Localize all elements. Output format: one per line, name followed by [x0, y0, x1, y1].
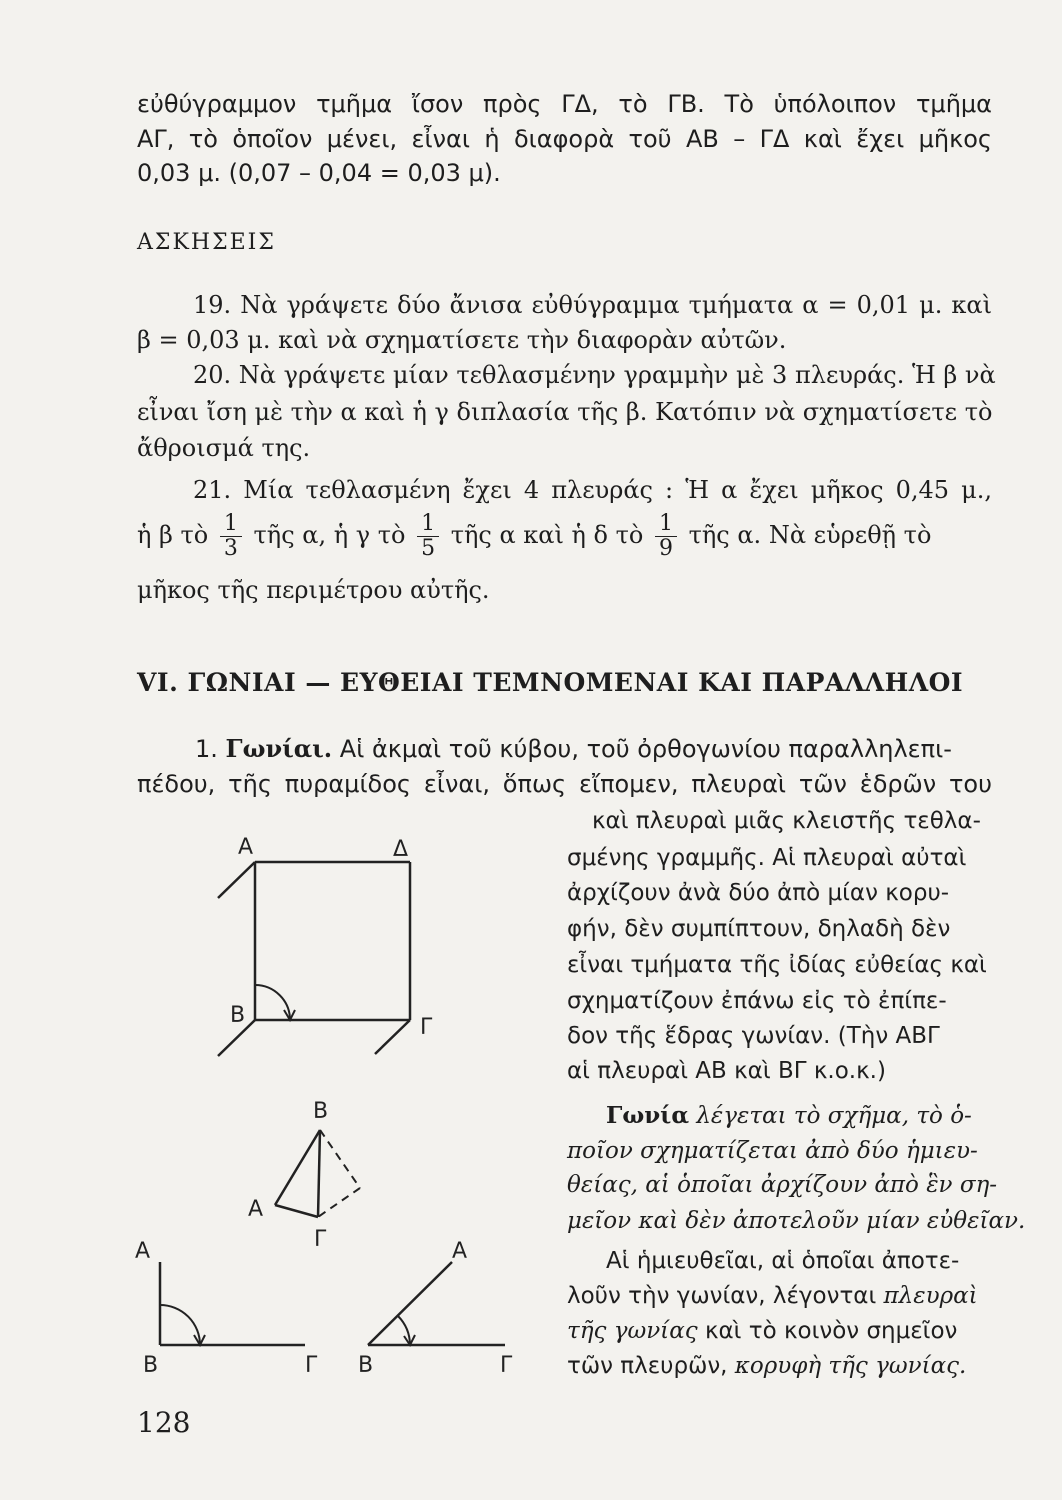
exercise-20-line-2: εἶναι ἴση μὲ τὴν α καὶ ἡ γ διπλασία τῆς β. Κατόπιν νὰ σχηματίσετε τὸ	[137, 398, 993, 426]
exercise-21-line-1: 21. Μία τεθλασμένη ἔχει 4 πλευράς : Ἡ α ἔχει μῆκος 0,45 μ.,	[193, 476, 992, 504]
pyramid-edge-ba	[275, 1130, 320, 1205]
term-vertex: κορυφὴ τῆς γωνίας.	[734, 1353, 967, 1379]
acute-angle-figure	[368, 1262, 505, 1345]
right-angle-arc	[160, 1305, 200, 1345]
term-of-angle: τῆς γωνίας	[567, 1318, 698, 1344]
exercise-19-line-2: β = 0,03 μ. καὶ νὰ σχηματίσετε τὴν διαφορὰν αὐτῶν.	[137, 326, 787, 354]
exercise-21-line-3: μῆκος τῆς περιμέτρου αὐτῆς.	[137, 576, 490, 604]
cube-edge-back-a	[218, 862, 255, 898]
ex21-part-a: ἡ β τὸ	[137, 521, 209, 549]
paragraph-1-right-line-2: σμένης γραμμῆς. Αἱ πλευραὶ αὐταὶ	[567, 845, 967, 871]
acute-angle-side-ba	[368, 1262, 452, 1345]
paragraph-1-bold-term: Γωνίαι.	[225, 734, 333, 763]
right-angle-label-a: Α	[135, 1239, 151, 1264]
fraction-2-denominator: 5	[421, 536, 436, 561]
paragraph-1-right-line-5: εἶναι τμήματα τῆς ἰδίας εὐθείας καὶ	[567, 952, 987, 978]
intro-line-3: 0,03 μ. (0,07 – 0,04 = 0,03 μ).	[137, 159, 501, 187]
ex21-part-b: τῆς α, ἡ γ τὸ	[253, 521, 406, 549]
pyramid-hidden-edge-1	[320, 1130, 360, 1188]
fraction-2-numerator: 1	[417, 512, 439, 537]
acute-angle-label-a: Α	[452, 1239, 468, 1264]
intro-line-2: ΑΓ, τὸ ὁποῖον μένει, εἶναι ἡ διαφορὰ τοῦ ΑΒ – ΓΔ καὶ ἔχει μῆκος	[137, 125, 992, 153]
cube-label-a: Α	[238, 835, 254, 860]
paragraph-2-line-1: Αἱ ἡμιευθεῖαι, αἱ ὁποῖαι ἀποτε-	[606, 1248, 960, 1274]
definition-line-1-text: λέγεται τὸ σχῆμα, τὸ ὁ-	[696, 1103, 972, 1129]
right-angle-figure	[160, 1262, 305, 1345]
right-angle-label-b: Β	[143, 1353, 159, 1378]
paragraph-1-right-line-8: αἱ πλευραὶ ΑΒ καὶ ΒΓ κ.ο.κ.)	[567, 1058, 886, 1084]
paragraph-1-right-line-3: ἀρχίζουν ἀνὰ δύο ἀπὸ μίαν κορυ-	[567, 880, 950, 906]
paragraph-2-line-2-text: λοῦν τὴν γωνίαν, λέγονται	[567, 1283, 877, 1309]
acute-angle-label-g: Γ	[500, 1353, 513, 1378]
cube-label-d: Δ	[393, 837, 409, 862]
paragraph-2-line-3-text: καὶ τὸ κοινὸν σημεῖον	[704, 1318, 958, 1344]
cube-label-b: Β	[230, 1003, 246, 1028]
paragraph-2-line-4-text: τῶν πλευρῶν,	[567, 1353, 728, 1379]
paragraph-1-line-2: πέδου, τῆς πυραμίδος εἶναι, ὅπως εἴπομεν, πλευραὶ τῶν ἑδρῶν του	[137, 770, 992, 798]
exercises-heading: ΑΣΚΗΣΕΙΣ	[137, 230, 276, 255]
pyramid-edge-bg	[318, 1130, 320, 1217]
pyramid-edge-ag	[275, 1205, 318, 1217]
page-number: 128	[137, 1406, 191, 1439]
definition-line-4: μεῖον καὶ δὲν ἀποτελοῦν μίαν εὐθεῖαν.	[567, 1208, 1026, 1234]
exercise-19-line-1: 19. Νὰ γράψετε δύο ἄνισα εὐθύγραμμα τμήματα α = 0,01 μ. καὶ	[193, 291, 992, 319]
paragraph-1-line-1-text: Αἱ ἀκμαὶ τοῦ κύβου, τοῦ ὀρθογωνίου παραλληλεπι-	[339, 735, 952, 763]
cube-edge-back-g	[375, 1020, 410, 1054]
pyramid-label-a: Α	[248, 1197, 264, 1222]
definition-bold-term: Γωνία	[606, 1102, 690, 1129]
paragraph-1-right-line-1: καὶ πλευραὶ μιᾶς κλειστῆς τεθλα-	[592, 808, 981, 834]
paragraph-1-number: 1.	[195, 735, 218, 763]
definition-line-3: θείας, αἱ ὁποῖαι ἀρχίζουν ἀπὸ ἓν ση-	[567, 1172, 998, 1198]
pyramid-label-g: Γ	[314, 1227, 327, 1252]
fraction-3-numerator: 1	[655, 512, 677, 537]
ex21-part-d: τῆς α. Νὰ εὑρεθῇ τὸ	[688, 521, 932, 549]
right-angle-label-g: Γ	[305, 1353, 318, 1378]
fraction-3-denominator: 9	[658, 536, 673, 561]
cube-corner-figure	[218, 862, 410, 1056]
paragraph-1-right-line-7: δον τῆς ἕδρας γωνίαν. (Τὴν ΑΒΓ	[567, 1023, 940, 1049]
pyramid-hidden-edge-2	[318, 1188, 360, 1217]
paragraph-1-right-line-6: σχηματίζουν ἐπάνω εἰς τὸ ἐπίπε-	[567, 988, 947, 1014]
exercise-20-line-1: 20. Νὰ γράψετε μίαν τεθλασμένην γραμμὴν μὲ 3 πλευράς. Ἡ β νὰ	[193, 361, 996, 389]
fraction-1-denominator: 3	[223, 536, 238, 561]
term-sides: πλευραὶ	[883, 1283, 978, 1309]
section-title: VI. ΓΩΝΙΑΙ — ΕΥΘΕΙΑΙ ΤΕΜΝΟΜΕΝΑΙ ΚΑΙ ΠΑΡΑΛΛΗΛΟΙ	[137, 668, 964, 697]
exercise-20-line-3: ἄθροισμά της.	[137, 434, 311, 462]
ex21-part-c: τῆς α καὶ ἡ δ τὸ	[450, 521, 644, 549]
intro-line-1: εὐθύγραμμον τμῆμα ἴσον πρὸς ΓΔ, τὸ ΓΒ. Τὸ ὑπόλοιπον τμῆμα	[137, 90, 992, 118]
pyramid-figure	[275, 1130, 360, 1217]
fraction-1-numerator: 1	[220, 512, 242, 537]
cube-angle-arc	[255, 985, 290, 1020]
definition-line-2: ποῖον σχηματίζεται ἀπὸ δύο ἡμιευ-	[567, 1138, 978, 1164]
paragraph-1-right-line-4: φήν, δὲν συμπίπτουν, δηλαδὴ δὲν	[567, 916, 951, 942]
cube-label-g: Γ	[420, 1015, 433, 1040]
acute-angle-label-b: Β	[358, 1353, 374, 1378]
pyramid-label-b: Β	[313, 1099, 329, 1124]
